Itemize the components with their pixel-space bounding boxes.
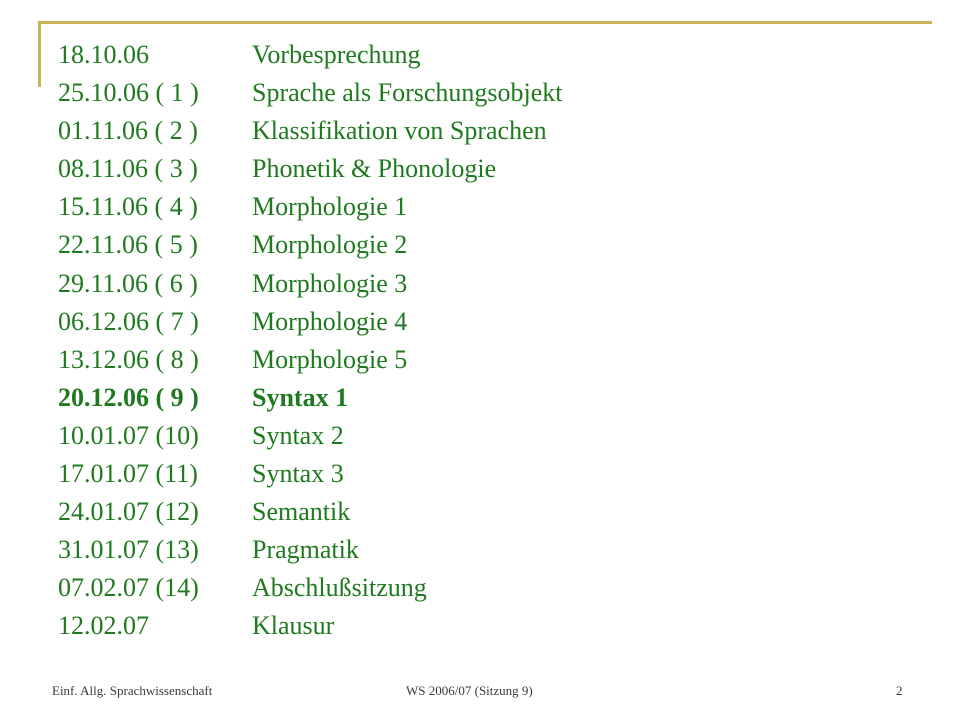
- session-topic: Pragmatik: [252, 535, 359, 565]
- session-date: 20.12.06 ( 9 ): [58, 382, 199, 412]
- session-date: 25.10.06 ( 1 ): [58, 78, 199, 108]
- schedule-row: [58, 531, 563, 569]
- schedule-row: [58, 36, 563, 74]
- schedule-row: [58, 569, 563, 607]
- session-date: 08.11.06 ( 3 ): [58, 154, 198, 184]
- session-date: 15.11.06 ( 4 ): [58, 192, 198, 222]
- frame-top-rule: [38, 21, 932, 24]
- session-date: 01.11.06 ( 2 ): [58, 116, 198, 146]
- schedule-row: [58, 226, 563, 264]
- footer-page-number: 2: [896, 683, 903, 698]
- schedule-row: [58, 74, 563, 112]
- session-date: 29.11.06 ( 6 ): [58, 268, 198, 298]
- schedule-row-current: [58, 379, 563, 417]
- session-date: 24.01.07 (12): [58, 497, 199, 527]
- session-topic: Morphologie 3: [252, 268, 408, 298]
- schedule-row: [58, 607, 563, 645]
- schedule-row: [58, 112, 563, 150]
- footer-semester: WS 2006/07 (Sitzung 9): [406, 683, 533, 698]
- session-topic: Vorbesprechung: [252, 40, 421, 69]
- session-topic: Phonetik & Phonologie: [252, 154, 497, 184]
- schedule-row: [58, 265, 563, 303]
- session-date: 12.02.07: [58, 611, 149, 641]
- footer-course-title: Einf. Allg. Sprachwissenschaft: [52, 683, 213, 698]
- session-date: 13.12.06 ( 8 ): [58, 344, 199, 374]
- session-topic: Klassifikation von Sprachen: [252, 116, 547, 146]
- session-date: 18.10.06: [58, 40, 149, 69]
- session-topic: Morphologie 5: [252, 344, 408, 374]
- schedule-row: [58, 188, 563, 226]
- session-date: 10.01.07 (10): [58, 420, 199, 450]
- session-date: 17.01.07 (11): [58, 459, 198, 489]
- session-date: 06.12.06 ( 7 ): [58, 306, 199, 336]
- schedule-row: [58, 417, 563, 455]
- schedule-row: [58, 303, 563, 341]
- session-topic: Morphologie 1: [252, 192, 408, 222]
- session-schedule: [58, 36, 563, 646]
- session-topic: Syntax 1: [252, 382, 349, 412]
- session-topic: Syntax 2: [252, 420, 344, 450]
- session-topic: Abschlußsitzung: [252, 573, 427, 603]
- schedule-row: [58, 455, 563, 493]
- session-topic: Syntax 3: [252, 459, 344, 489]
- schedule-row: [58, 150, 563, 188]
- session-date: 22.11.06 ( 5 ): [58, 230, 198, 260]
- session-date: 31.01.07 (13): [58, 535, 199, 565]
- session-topic: Klausur: [252, 611, 335, 641]
- session-topic: Morphologie 2: [252, 230, 408, 260]
- session-topic: Morphologie 4: [252, 306, 408, 336]
- schedule-row: [58, 341, 563, 379]
- frame-left-rule: [38, 21, 41, 87]
- session-date: 07.02.07 (14): [58, 573, 199, 603]
- session-topic: Semantik: [252, 497, 351, 527]
- schedule-row: [58, 493, 563, 531]
- session-topic: Sprache als Forschungsobjekt: [252, 78, 563, 108]
